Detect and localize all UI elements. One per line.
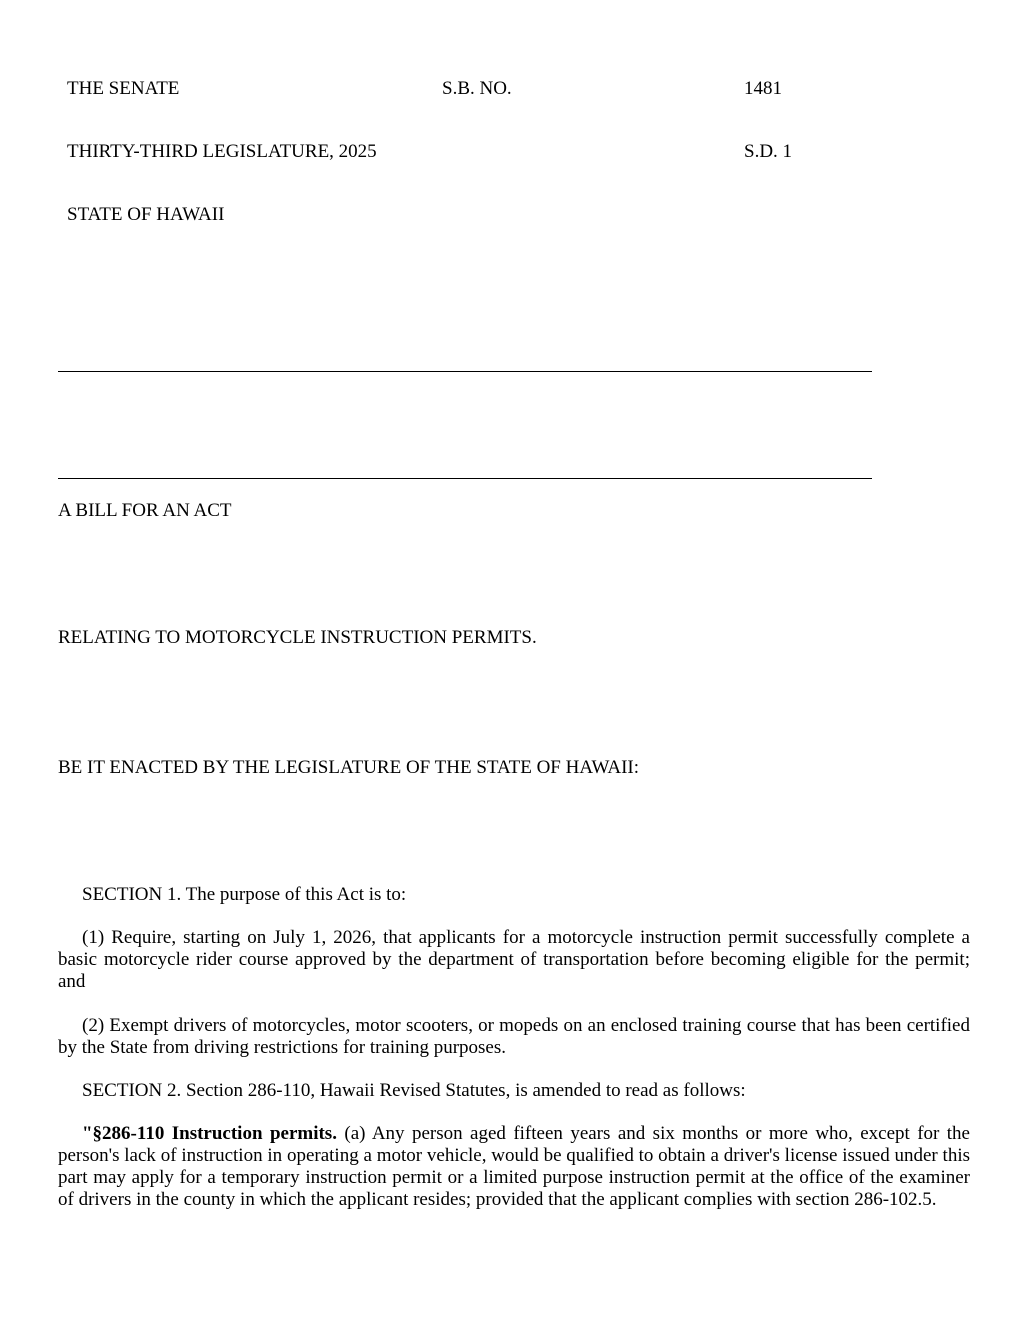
bill-number-label: S.B. NO. [442, 78, 512, 99]
statute-paragraph [58, 1123, 970, 1211]
draft-label: S.D. 1 [744, 141, 793, 162]
divider-top [58, 371, 872, 372]
section-1-intro: SECTION 1. The purpose of this Act is to: [82, 884, 407, 905]
chamber-label: THE SENATE [67, 78, 180, 99]
bill-title: RELATING TO MOTORCYCLE INSTRUCTION PERMITS. [58, 627, 537, 648]
statute-text: (a) Any person aged fifteen years and six months or more who, except for the person's lack of instruction in operating a motor vehicle, would be qualified to obtain a driver's license issued under this part may apply for a temporary instruction permit or a limited purpose instruction permit at the office of the examiner of drivers in the county in which the applicant resides; provided that the applicant complies with section 286-102.5. [58, 1123, 970, 1210]
state-label: STATE OF HAWAII [67, 204, 225, 225]
bill-number: 1481 [744, 78, 782, 99]
section-2-intro: SECTION 2. Section 286-110, Hawaii Revised Statutes, is amended to read as follows: [82, 1080, 746, 1101]
section-1-item-2: (2) Exempt drivers of motorcycles, motor scooters, or mopeds on an enclosed training course that has been certified by the State from driving restrictions for training purposes. [58, 1015, 970, 1058]
enacting-clause: BE IT ENACTED BY THE LEGISLATURE OF THE STATE OF HAWAII: [58, 757, 640, 778]
bill-for-act-heading: A BILL FOR AN ACT [58, 500, 232, 521]
statute-heading: "§286-110 Instruction permits. [82, 1123, 337, 1144]
divider-bottom [58, 478, 872, 479]
legislature-label: THIRTY-THIRD LEGISLATURE, 2025 [67, 141, 377, 162]
section-1-item-1: (1) Require, starting on July 1, 2026, that applicants for a motorcycle instruction permit successfully complete a basic motorcycle rider course approved by the department of transportation before becoming eligible for the permit; and [58, 927, 970, 992]
